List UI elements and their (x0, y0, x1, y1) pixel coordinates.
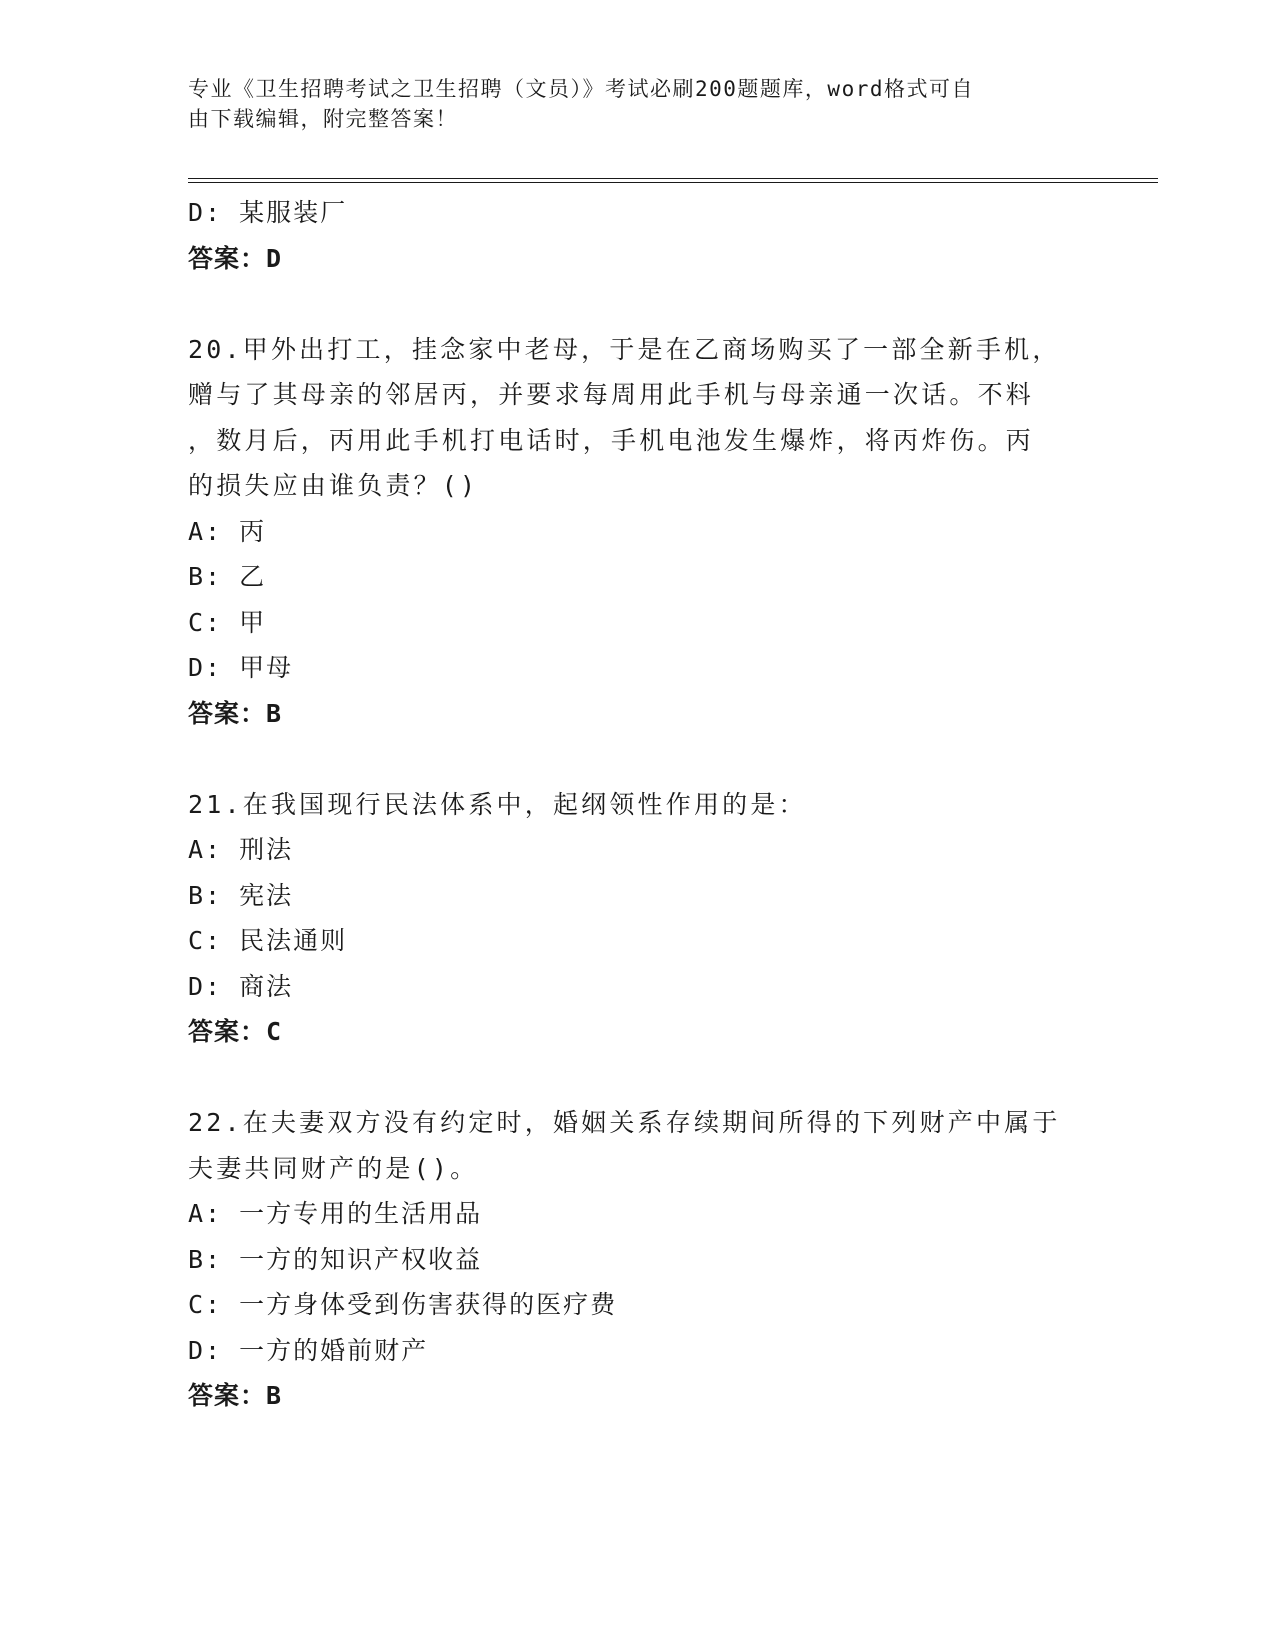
page-header (188, 74, 1068, 134)
spacer (188, 281, 1088, 327)
option-d: D: 某服装厂 (188, 198, 348, 227)
option-b: B: 宪法 (188, 880, 294, 910)
option-a: A: 一方专用的生活用品 (188, 1199, 483, 1228)
header-line-2: 由下载编辑，附完整答案！ (188, 107, 458, 131)
spacer (188, 1055, 1088, 1101)
answer: 答案：D (188, 243, 283, 273)
stem-line: 20.甲外出打工，挂念家中老母，于是在乙商场购买了一部全新手机， (188, 334, 1061, 364)
option-c: C: 甲 (188, 607, 267, 637)
header-line-1: 专业《卫生招聘考试之卫生招聘（文员）》考试必刷200题题库，word格式可自 (188, 77, 974, 101)
option-c: C: 民法通则 (188, 926, 348, 955)
answer: 答案：B (188, 698, 283, 728)
question-stem (188, 327, 1088, 509)
question-stem (188, 1100, 1088, 1191)
question-stem (188, 782, 1088, 828)
question-20 (188, 327, 1088, 737)
option-d: D: 一方的婚前财产 (188, 1335, 429, 1365)
answer: 答案：B (188, 1381, 283, 1410)
stem-line: 夫妻共同财产的是()。 (188, 1153, 479, 1183)
question-content (188, 190, 1088, 1419)
header-rule-top (188, 178, 1158, 179)
stem-line: 22.在夫妻双方没有约定时，婚姻关系存续期间所得的下列财产中属于 (188, 1108, 1061, 1137)
option-c: C: 一方身体受到伤害获得的医疗费 (188, 1290, 618, 1319)
question-22 (188, 1100, 1088, 1419)
option-b: B: 乙 (188, 562, 267, 591)
header-rule-bottom (188, 182, 1158, 183)
option-d: D: 甲母 (188, 653, 294, 682)
spacer (188, 736, 1088, 782)
stem-line: 21.在我国现行民法体系中，起纲领性作用的是： (188, 789, 807, 819)
stem-line: 的损失应由谁负责？() (188, 471, 479, 500)
option-a: A: 刑法 (188, 835, 294, 864)
option-d: D: 商法 (188, 971, 294, 1001)
question-21 (188, 782, 1088, 1055)
stem-line: 赠与了其母亲的邻居丙，并要求每周用此手机与母亲通一次话。不料 (188, 380, 1035, 409)
previous-question-tail (188, 190, 1088, 281)
option-a: A: 丙 (188, 516, 267, 546)
answer: 答案：C (188, 1017, 283, 1046)
stem-line: ，数月后，丙用此手机打电话时，手机电池发生爆炸，将丙炸伤。丙 (188, 425, 1035, 455)
option-b: B: 一方的知识产权收益 (188, 1244, 483, 1274)
